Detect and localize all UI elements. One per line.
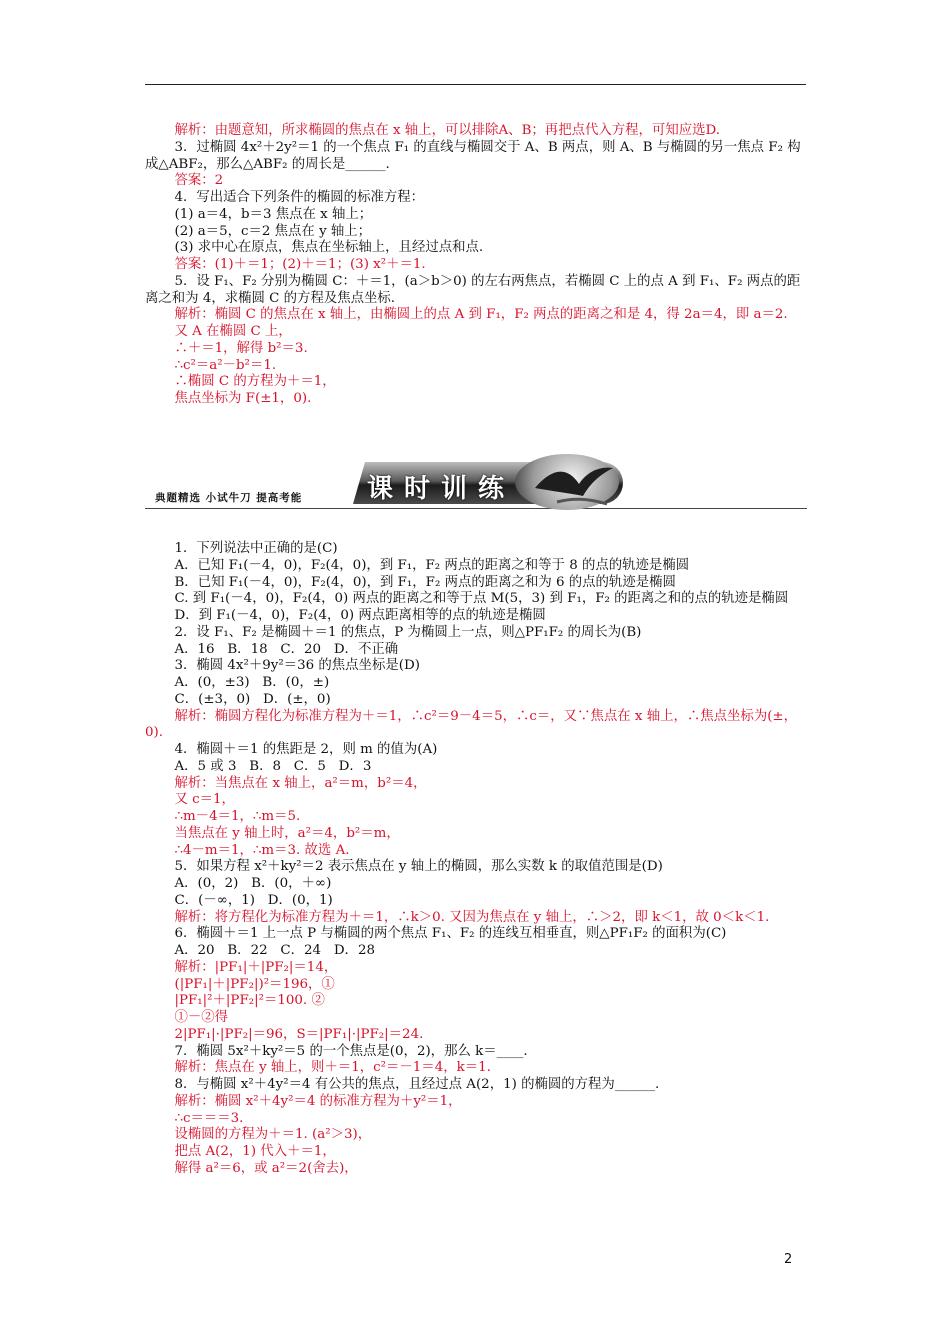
text-line: A．5 或 3 B．8 C．5 D．3 <box>174 758 372 774</box>
text-line: 解析：椭圆 x²＋4y²＝4 的标准方程为＋y²＝1， <box>174 1093 462 1109</box>
text-line: 8．与椭圆 x²＋4y²＝4 有公共的焦点，且经过点 A(2，1) 的椭圆的方程为______. <box>174 1077 660 1092</box>
text-line: B．已知 F₁(－4，0)，F₂(4，0)，到 F₁，F₂ 两点的距离之和为 6 的点的轨迹是椭圆 <box>174 574 676 590</box>
text-line: 解析：|PF₁|＋|PF₂|＝14， <box>174 959 338 975</box>
bird-icon <box>527 458 617 510</box>
text-line: A．(0，2) B．(0，＋∞) <box>174 876 332 891</box>
text-line: 答案：2 <box>174 173 224 189</box>
text-line: (2) a＝5，c＝2 焦点在 y 轴上； <box>174 223 372 239</box>
text-line: ∴＋＝1，解得 b²＝3. <box>174 340 308 356</box>
text-line: 解析：椭圆 C 的焦点在 x 轴上，由椭圆上的点 A 到 F₁，F₂ 两点的距离之和是 4，得 2a＝4，即 a＝2. <box>174 307 788 323</box>
text-line: ∴椭圆 C 的方程为＋＝1， <box>174 374 336 390</box>
text-line: ∴4－m＝1，∴m＝3. 故选 A. <box>174 842 350 858</box>
text-line: 解析：椭圆方程化为标准方程为＋＝1，∴c²＝9－4＝5，∴c＝，又∵焦点在 x 轴上，∴焦点坐标为(±，0). <box>145 708 798 741</box>
text-line: |PF₁|²＋|PF₂|²＝100. ② <box>174 993 325 1009</box>
text-line: 5．设 F₁、F₂ 分别为椭圆 C：＋＝1，(a＞b＞0) 的左右两焦点，若椭圆 C 上的点 A 到 F₁、F₂ 两点的距离之和为 4，求椭圆 C 的方程及焦点坐标. <box>145 273 801 306</box>
text-line: D．到 F₁(－4，0)，F₂(4，0) 两点距离相等的点的轨迹是椭圆 <box>174 608 546 623</box>
text-line: 答案：(1)＋＝1；(2)＋＝1；(3) x²＋＝1. <box>174 257 426 272</box>
text-line: A．20 B．22 C．24 D．28 <box>174 943 375 958</box>
text-line: 焦点坐标为 F(±1，0). <box>174 391 312 406</box>
banner-subtitle: 典题精选 小试牛刀 提高考能 <box>155 492 303 504</box>
text-line: C. 到 F₁(－4，0)，F₂(4，0) 两点的距离之和等于点 M(5，3) 到 F₁，F₂ 的距离之和的点的轨迹是椭圆 <box>174 591 789 607</box>
banner-title: 课时训练 <box>367 474 516 504</box>
text-line: ∴c²＝a²－b²＝1. <box>174 357 277 373</box>
text-line: 设椭圆的方程为＋＝1. (a²＞3)， <box>174 1127 372 1143</box>
text-line: (1) a＝4，b＝3 焦点在 x 轴上； <box>174 206 373 222</box>
text-line: 7．椭圆 5x²＋ky²＝5 的一个焦点是(0，2)，那么 k＝____. <box>174 1043 528 1059</box>
section-exercises <box>145 541 807 1178</box>
banner-rule <box>145 508 807 509</box>
text-line: 解得 a²＝6，或 a²＝2(舍去)， <box>174 1160 358 1176</box>
header-rule <box>145 84 806 85</box>
text-line: 2|PF₁|·|PF₂|＝96，S＝|PF₁|·|PF₂|＝24. <box>174 1026 424 1042</box>
text-line: ∴c＝＝＝3. <box>174 1110 244 1126</box>
text-line: 把点 A(2，1) 代入＋＝1， <box>174 1144 336 1159</box>
text-line: 5．如果方程 x²＋ky²＝2 表示焦点在 y 轴上的椭圆，那么实数 k 的取值范围是(D) <box>174 859 663 875</box>
text-line: 当焦点在 y 轴上时，a²＝4，b²＝m， <box>174 825 400 841</box>
text-line: 2．设 F₁、F₂ 是椭圆＋＝1 的焦点，P 为椭圆上一点，则△PF₁F₂ 的周长为(B) <box>174 624 642 640</box>
text-line: C．(±3，0) D．(±，0) <box>174 691 331 707</box>
text-line: 解析：由题意知，所求椭圆的焦点在 x 轴上，可以排除A、B；再把点代入方程，可知应选D. <box>174 123 721 138</box>
text-line: A．(0，±3) B．(0，±) <box>174 675 330 690</box>
section-answers <box>145 123 807 408</box>
text-line: ∴m－4＝1，∴m＝5. <box>174 809 301 824</box>
text-line: 解析：将方程化为标准方程为＋＝1，∴k＞0. 又因为焦点在 y 轴上，∴＞2，即 k＜1，故 0＜k＜1. <box>174 909 770 925</box>
text-line: 3．椭圆 4x²＋9y²＝36 的焦点坐标是(D) <box>174 658 420 674</box>
text-line: ①－②得 <box>174 1010 229 1025</box>
text-line: A．已知 F₁(－4，0)，F₂(4，0)，到 F₁，F₂ 两点的距离之和等于 8 的点的轨迹是椭圆 <box>174 557 690 573</box>
text-line: 解析：当焦点在 x 轴上，a²＝m，b²＝4， <box>174 775 427 791</box>
text-line: 3．过椭圆 4x²＋2y²＝1 的一个焦点 F₁ 的直线与椭圆交于 A、B 两点，则 A、B 与椭圆的另一焦点 F₂ 构成△ABF₂，那么△ABF₂ 的周长是______. <box>145 139 801 172</box>
text-line: 6．椭圆＋＝1 上一点 P 与椭圆的两个焦点 F₁、F₂ 的连线互相垂直，则△PF₁F₂ 的面积为(C) <box>174 926 727 942</box>
text-line: C．(－∞，1) D．(0，1) <box>174 892 333 908</box>
page-number: 2 <box>784 1252 793 1267</box>
lesson-banner <box>145 450 807 516</box>
text-line: (|PF₁|＋|PF₂|)²＝196，① <box>174 976 335 992</box>
text-line: A．16 B．18 C．20 D．不正确 <box>174 641 399 657</box>
text-line: 1．下列说法中正确的是(C) <box>174 541 338 556</box>
text-line: 又 c＝1， <box>174 792 235 808</box>
text-line: 解析：焦点在 y 轴上，则＋＝1，c²＝－1＝4，k＝1. <box>174 1060 491 1076</box>
text-line: 4．椭圆＋＝1 的焦距是 2，则 m 的值为(A) <box>174 742 438 757</box>
text-line: (3) 求中心在原点，焦点在坐标轴上，且经过点和点. <box>174 240 484 256</box>
text-line: 4．写出适合下列条件的椭圆的标准方程： <box>174 190 425 205</box>
text-line: 又 A 在椭圆 C 上， <box>174 324 292 339</box>
